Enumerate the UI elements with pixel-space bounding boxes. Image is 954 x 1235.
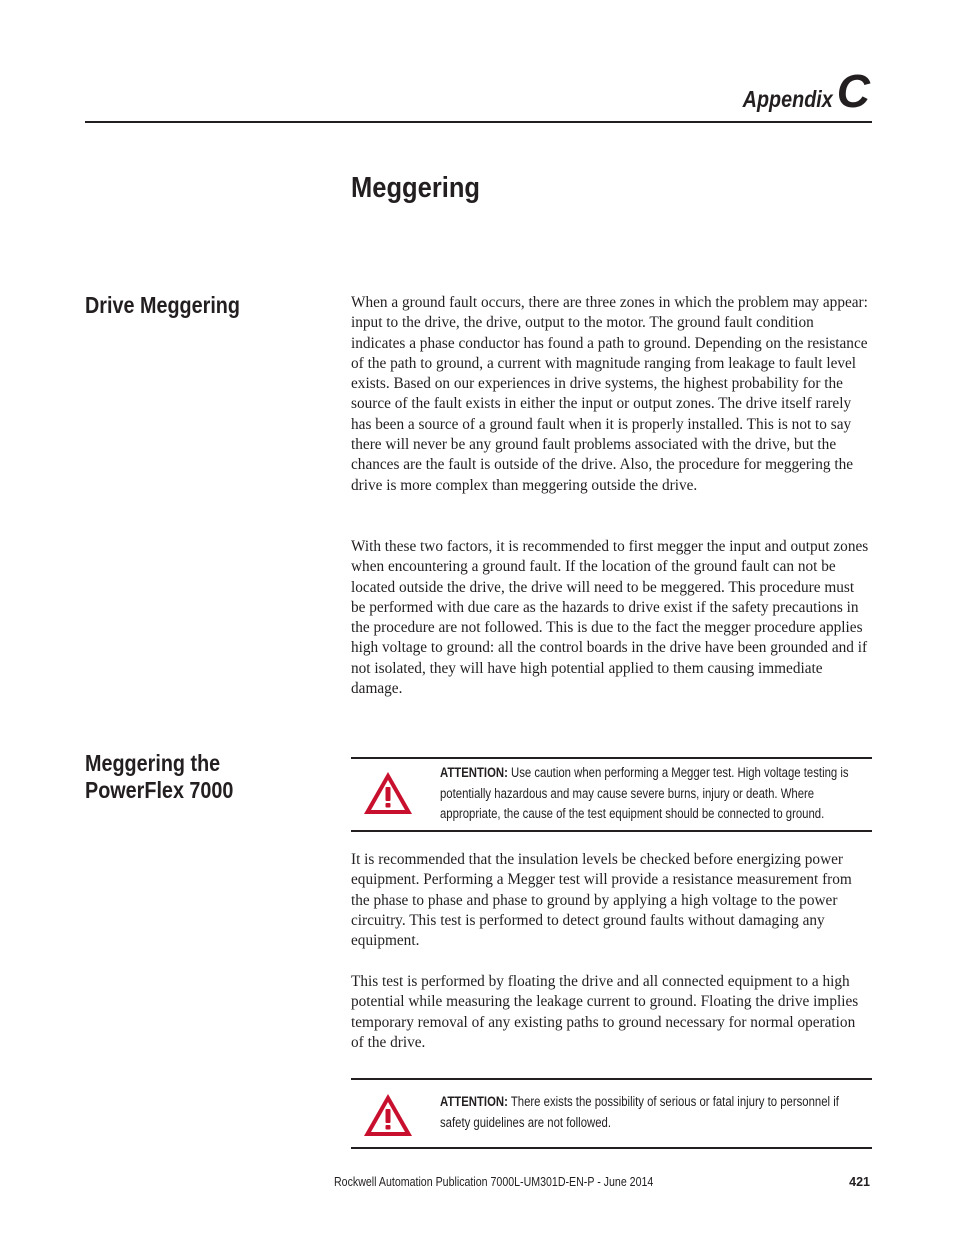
body-paragraph: It is recommended that the insulation levels be checked before energizing power equipment. Performing a Megger test will provide a resistance measurement from the phase to phase and phase to ground by applying a high voltage to the power circuitry. This test is performed to detect ground faults without damaging any equipment. bbox=[351, 851, 852, 950]
footer-publication: Rockwell Automation Publication 7000L-UM301D-EN-P - June 2014 bbox=[334, 1175, 654, 1189]
section-heading-meggering-powerflex bbox=[85, 750, 233, 804]
appendix-label bbox=[728, 64, 870, 118]
attention-text: There exists the possibility of serious or fatal injury to personnel if safety guidelines are not followed. bbox=[440, 1094, 839, 1131]
warning-triangle-icon bbox=[362, 770, 414, 816]
attention-notice bbox=[440, 763, 872, 825]
appendix-letter: C bbox=[836, 65, 870, 117]
attention-text: Use caution when performing a Megger test. High voltage testing is potentially hazardous and may cause severe burns, injury or death. Where appropriate, the cause of the test equipment should be connected to ground. bbox=[440, 765, 849, 822]
attention-rule-top bbox=[351, 757, 872, 759]
section-heading-line: PowerFlex 7000 bbox=[85, 777, 234, 803]
section-heading-line: Meggering the bbox=[85, 750, 221, 776]
attention-label: ATTENTION: bbox=[440, 765, 508, 781]
body-paragraph: This test is performed by floating the drive and all connected equipment to a high potential while measuring the leakage current to ground. Floating the drive implies temporary removal of any existing paths to ground necessary for normal operation of the drive. bbox=[351, 973, 859, 1051]
page-number: 421 bbox=[849, 1175, 870, 1189]
attention-rule-bottom bbox=[351, 1147, 872, 1149]
page-title: Meggering bbox=[351, 172, 481, 204]
attention-rule-top bbox=[351, 1078, 872, 1080]
body-paragraph: When a ground fault occurs, there are three zones in which the problem may appear: input to the drive, the drive, output to the motor. The ground fault condition indicates a phase conductor has found a path to ground. Depending on the resistance of the path to ground, a current with magnitude ranging from leakage to fault level exists. Based on our experiences in drive systems, the highest probability for the source of the fault exists in either the input or output zones. The drive itself rarely has been a source of a ground fault when it is properly installed. This is not to say there will never be any ground fault problems associated with the drive, but the chances are the fault is outside of the drive. Also, the procedure for meggering the drive is more complex than meggering outside the drive. bbox=[351, 294, 868, 494]
section-heading-drive-meggering: Drive Meggering bbox=[85, 292, 240, 318]
warning-triangle-icon bbox=[362, 1092, 414, 1138]
header-rule bbox=[85, 121, 872, 123]
body-paragraph: With these two factors, it is recommended to first megger the input and output zones when encountering a ground fault. If the location of the ground fault can not be located outside the drive, the drive will need to be meggered. This procedure must be performed with due care as the hazards to drive exist if the safety precautions in the procedure are not followed. This is due to the fact the megger procedure applies high voltage to ground: all the control boards in the drive have been grounded and if not isolated, they will have high potential applied to them causing immediate damage. bbox=[351, 538, 869, 698]
attention-rule-bottom bbox=[351, 830, 872, 832]
attention-label: ATTENTION: bbox=[440, 1094, 508, 1110]
appendix-word: Appendix bbox=[742, 86, 833, 112]
attention-notice bbox=[440, 1092, 872, 1133]
